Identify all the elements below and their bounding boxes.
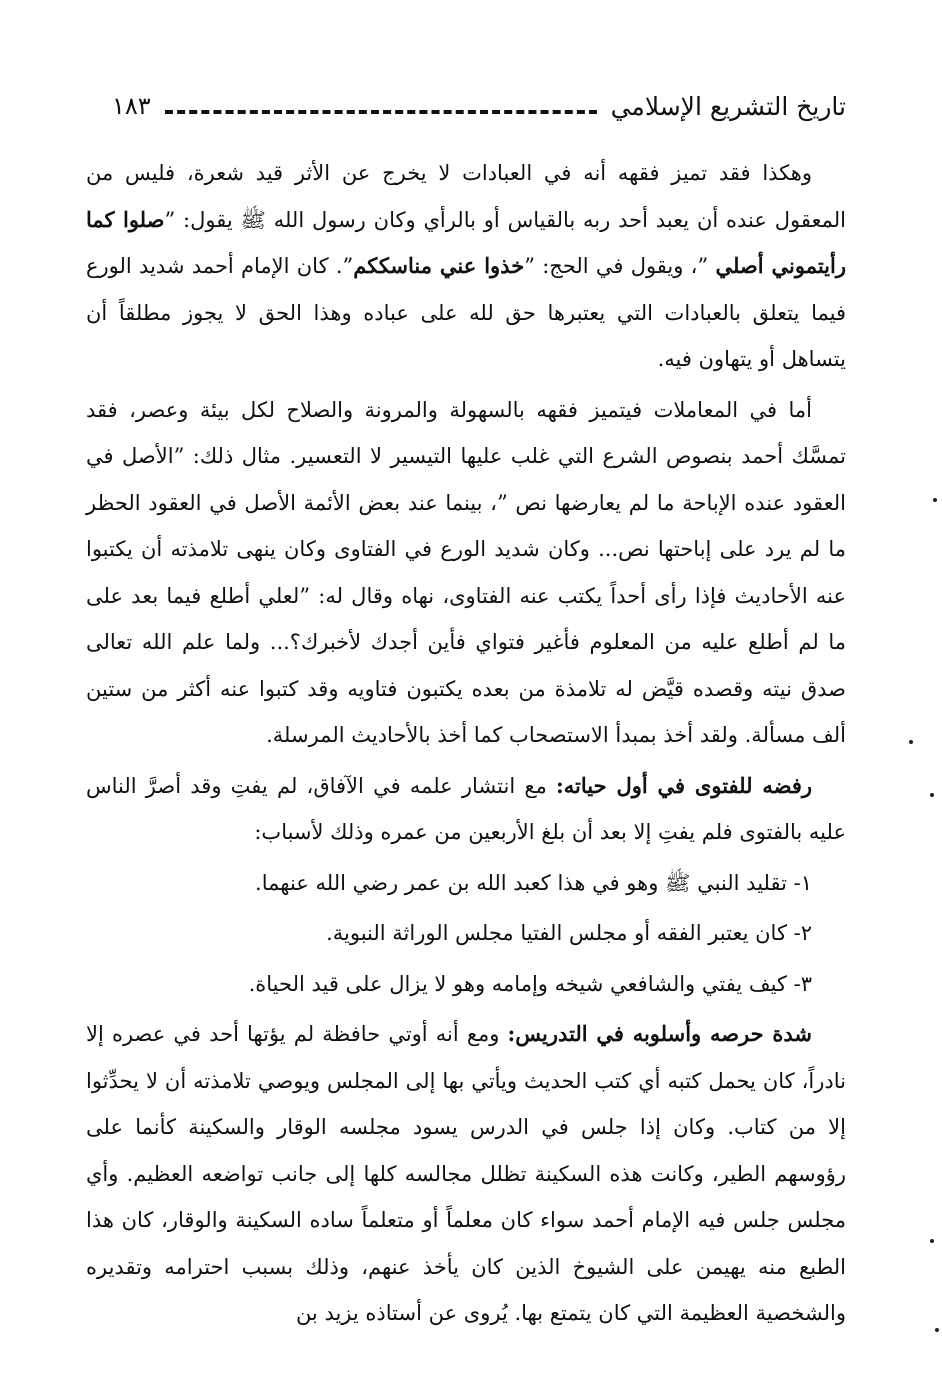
- section-heading: رفضه للفتوى في أول حياته:: [556, 772, 813, 798]
- paragraph-transactions: أما في المعاملات فيتميز فقهه بالسهولة والمرونة والصلاح لكل بيئة وعصر، فقد تمسَّك أحمد بنصوص الشرع التي غلب عليها التيسير لا التعسير. مثال ذلك: ”الأصل في العقود عنده الإباحة ما لم يعارضها نص ”، بينما عند بعض الأئمة الأصل في العقود الحظر ما لم يرد على إباحتها نص... وكان شديد الورع في الفتاوى وكان ينهى تلامذته أن يكتبوا عنه الأحاديث فإذا رأى أحداً يكتب عنه الفتاوى، نهاه وقال له: ”لعلي أطلع فيما بعد على ما لم أطلع عليه من المعلوم فأغير فتواي فأين أجدك لأخبرك؟... ولما علم الله تعالى صدق نيته وقصده قيَّض له تلامذة من بعده يكتبون فتاويه وقد كتبوا عنه أكثر من ستين ألف مسألة. ولقد أخذ بمبدأ الاستصحاب كما أخذ بالأحاديث المرسلة.: [86, 397, 846, 747]
- margin-mark: [930, 1239, 934, 1243]
- header-leader-dots: [165, 106, 597, 114]
- page-number: ١٨٣: [112, 92, 151, 120]
- margin-mark: [933, 498, 937, 502]
- list-item: ٣- كيف يفتي والشافعي شيخه وإمامه وهو لا يزال على قيد الحياة.: [248, 971, 812, 996]
- section-heading: شدة حرصه وأسلوبه في التدريس:: [507, 1021, 812, 1046]
- list-item: ١- تقليد النبي ﷺ وهو في هذا كعبد الله بن عمر رضي الله عنهما.: [255, 870, 812, 895]
- paragraph-fatwa-refusal: رفضه للفتوى في أول حياته: مع انتشار علمه في الآفاق، لم يفتِ وقد أصرَّ الناس عليه بالفتوى فلم يفتِ إلا بعد أن بلغ الأربعين من عمره وذلك لأسباب:: [86, 772, 846, 844]
- running-title: تاريخ التشريع الإسلامي: [610, 91, 846, 121]
- margin-mark: [935, 1328, 939, 1332]
- paragraph-worship: وهكذا فقد تميز فقهه أنه في العبادات لا يخرج عن الأثر قيد شعرة، فليس من المعقول عنده أن يعبد أحد ربه بالقياس أو بالرأي وكان رسول الله ﷺ يقول: ”صلوا كما رأيتموني أصلي ”، ويقول في الحج: ”خذوا عني مناسككم”. كان الإمام أحمد شديد الورع فيما يتعلق بالعبادات التي يعتبرها حق لله على عباده وهذا الحق لا يجوز مطلقاً أن يتساهل أو يتهاون فيه.: [86, 161, 846, 371]
- list-item: ٢- كان يعتبر الفقه أو مجلس الفتيا مجلس الوراثة النبوية.: [326, 921, 812, 945]
- hadith-quote: خذوا عني مناسككم: [353, 253, 525, 278]
- margin-mark: [930, 793, 934, 797]
- paragraph-teaching: شدة حرصه وأسلوبه في التدريس: ومع أنه أوتي حافظة لم يؤتها أحد في عصره إلا نادراً، كان يحمل كتبه أي كتب الحديث ويأتي بها إلى المجلس ويوصي تلامذته أن لا يحدِّثوا إلا من كتاب. وكان إذا جلس في الدرس يسود مجلسه الوقار والسكينة كأنما على رؤوسهم الطير، وكانت هذه السكينة تظلل مجالسه كلها إلى جانب تواضعه العظيم. وأي مجلس جلس فيه الإمام أحمد سواء كان معلماً أو متعلماً ساده السكينة والوقار، كان هذا الطبع منه يهيمن على الشيوخ الذين كان يأخذ عنهم، وذلك بسبب احترامه وتقديره والشخصية العظيمة التي كان يتمتع بها. يُروى عن أستاذه يزيد بن: [86, 1021, 846, 1325]
- page-header: [112, 86, 846, 126]
- body-text: [86, 150, 846, 1341]
- hadith-quote: صلوا كما رأيتموني أصلي: [86, 206, 846, 278]
- margin-mark: [909, 740, 913, 744]
